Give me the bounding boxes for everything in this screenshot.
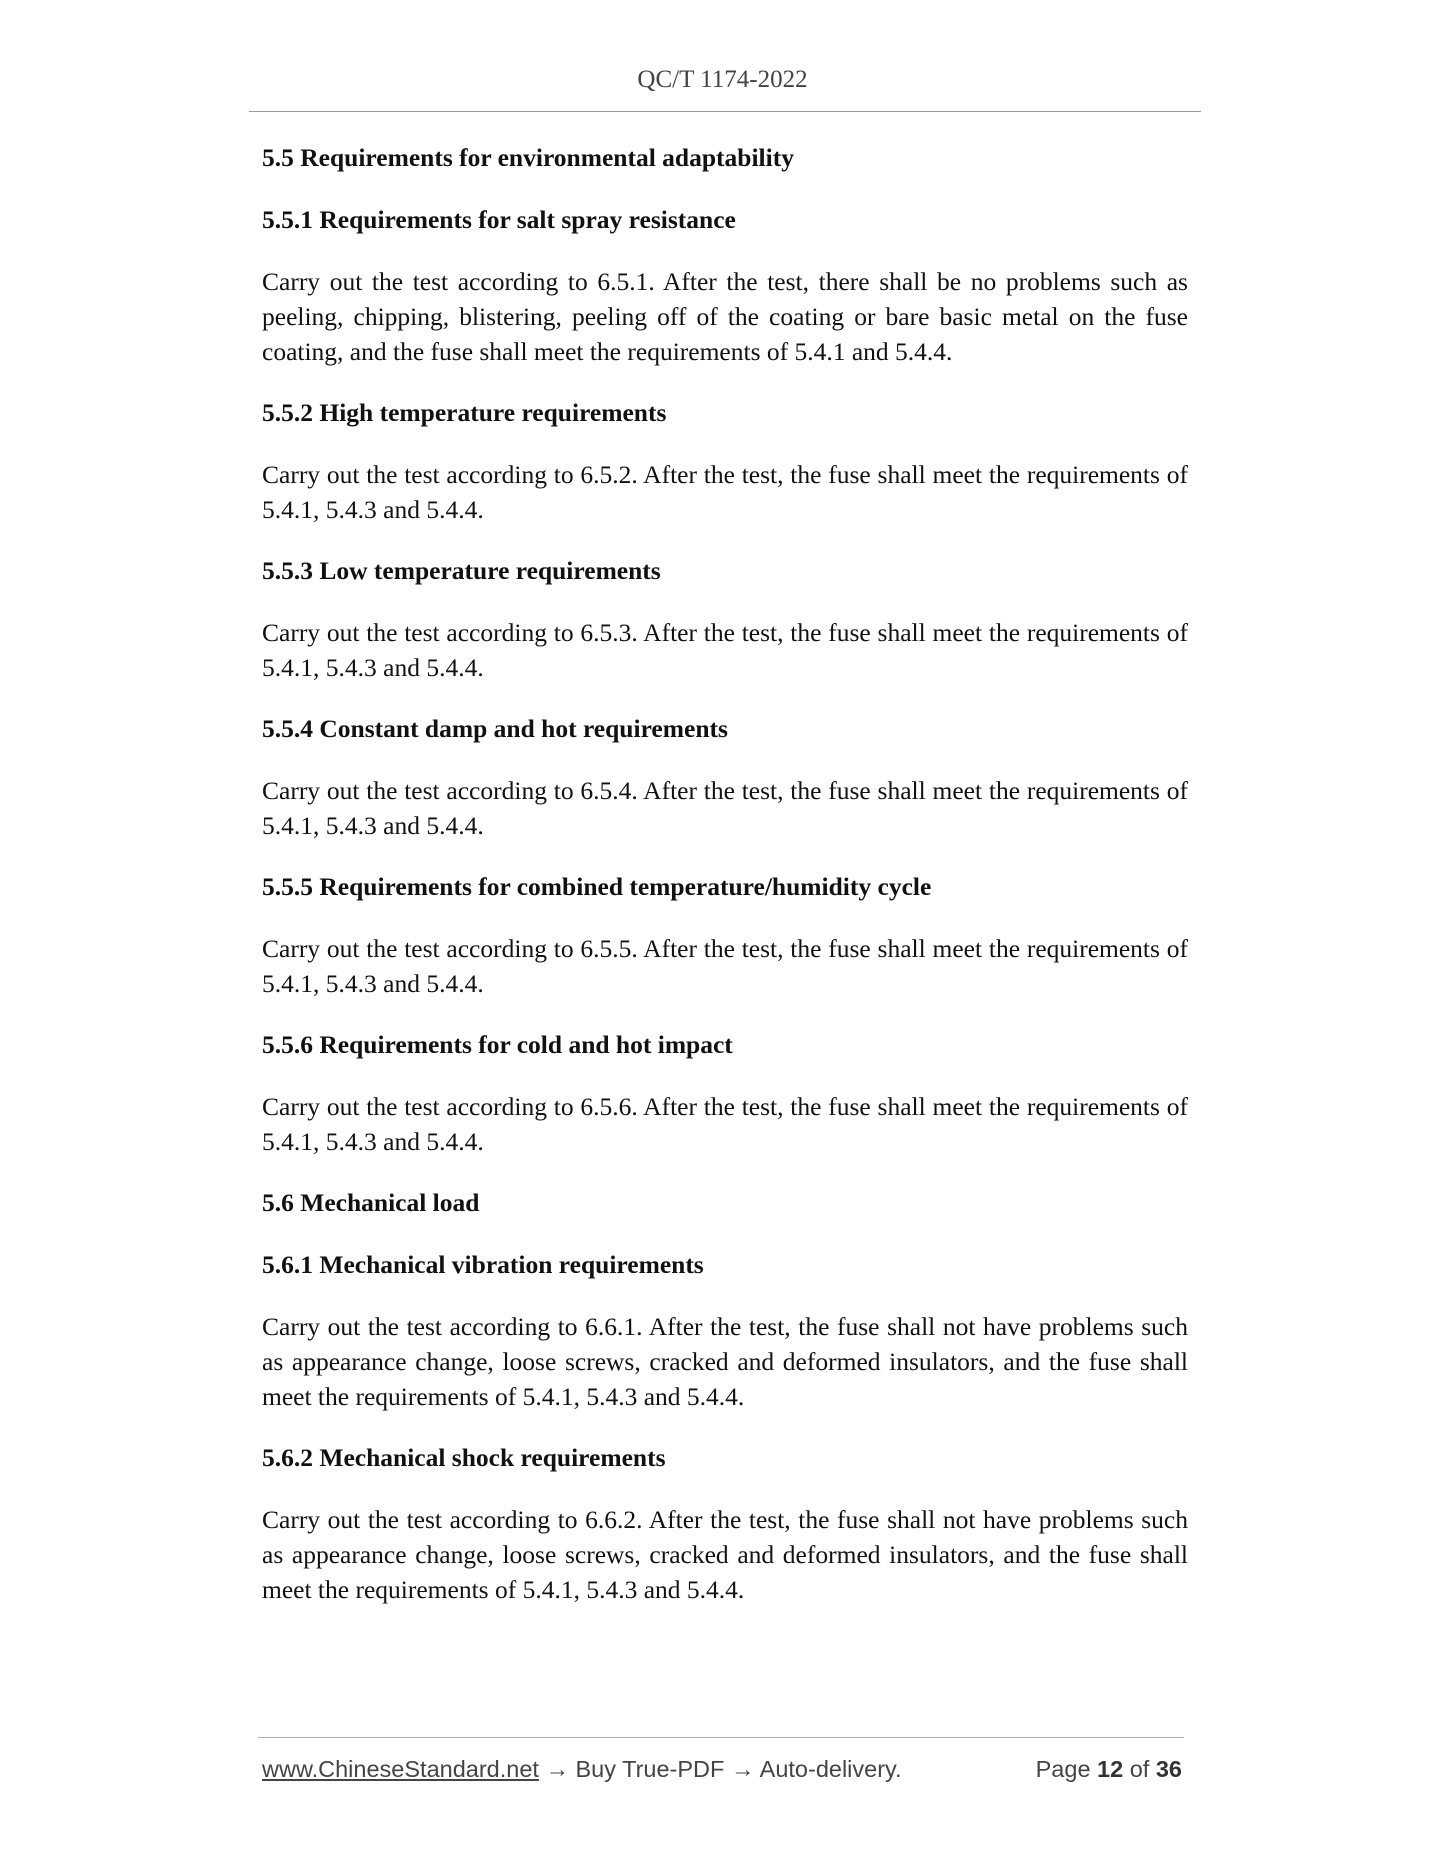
footer-divider — [258, 1737, 1184, 1738]
page-label: Page — [1035, 1756, 1091, 1782]
promo-text: → Buy True-PDF → Auto-delivery. — [538, 1756, 902, 1782]
document-code: QC/T 1174-2022 — [637, 66, 808, 93]
section-heading: 5.5.1 Requirements for salt spray resistance — [262, 205, 736, 234]
section-heading: 5.5.6 Requirements for cold and hot impact — [262, 1030, 733, 1059]
site-link[interactable]: www.ChineseStandard.net — [262, 1756, 539, 1782]
section-paragraph: Carry out the test according to 6.5.1. After the test, there shall be no problems such as peeling, chipping, blistering, peeling off of the coating or bare basic metal on the fuse coating, and the fuse shall meet the requirements of 5.4.1 and 5.4.4. — [262, 267, 1188, 366]
section-heading: 5.5.2 High temperature requirements — [262, 398, 667, 427]
section-heading: 5.5 Requirements for environmental adaptability — [262, 143, 794, 172]
section-paragraph: Carry out the test according to 6.6.1. After the test, the fuse shall not have problems such as appearance change, loose screws, cracked and deformed insulators, and the fuse shall meet the requirements of 5.4.1, 5.4.3 and 5.4.4. — [262, 1312, 1188, 1411]
section-heading: 5.5.4 Constant damp and hot requirements — [262, 714, 728, 743]
section-heading: 5.6 Mechanical load — [262, 1188, 480, 1217]
section-paragraph: Carry out the test according to 6.5.5. After the test, the fuse shall meet the requirements of 5.4.1, 5.4.3 and 5.4.4. — [262, 934, 1188, 998]
section-paragraph: Carry out the test according to 6.5.6. After the test, the fuse shall meet the requirements of 5.4.1, 5.4.3 and 5.4.4. — [262, 1092, 1188, 1156]
page-number: 12 — [1097, 1756, 1124, 1782]
page-content — [262, 140, 1188, 1633]
total-pages: 36 — [1155, 1756, 1182, 1782]
section-heading: 5.6.2 Mechanical shock requirements — [262, 1443, 666, 1472]
section-heading: 5.5.5 Requirements for combined temperature/humidity cycle — [262, 872, 932, 901]
section-paragraph: Carry out the test according to 6.6.2. After the test, the fuse shall not have problems such as appearance change, loose screws, cracked and deformed insulators, and the fuse shall meet the requirements of 5.4.1, 5.4.3 and 5.4.4. — [262, 1505, 1188, 1604]
of-label: of — [1129, 1756, 1150, 1782]
section-paragraph: Carry out the test according to 6.5.4. After the test, the fuse shall meet the requirements of 5.4.1, 5.4.3 and 5.4.4. — [262, 776, 1188, 840]
section-paragraph: Carry out the test according to 6.5.3. After the test, the fuse shall meet the requirements of 5.4.1, 5.4.3 and 5.4.4. — [262, 618, 1188, 682]
page-footer — [262, 1756, 1182, 1790]
page-indicator — [1036, 1756, 1182, 1783]
section-paragraph: Carry out the test according to 6.5.2. After the test, the fuse shall meet the requirements of 5.4.1, 5.4.3 and 5.4.4. — [262, 460, 1188, 524]
header-divider — [249, 111, 1201, 112]
section-heading: 5.6.1 Mechanical vibration requirements — [262, 1250, 704, 1279]
footer-promo — [262, 1756, 902, 1783]
section-heading: 5.5.3 Low temperature requirements — [262, 556, 661, 585]
